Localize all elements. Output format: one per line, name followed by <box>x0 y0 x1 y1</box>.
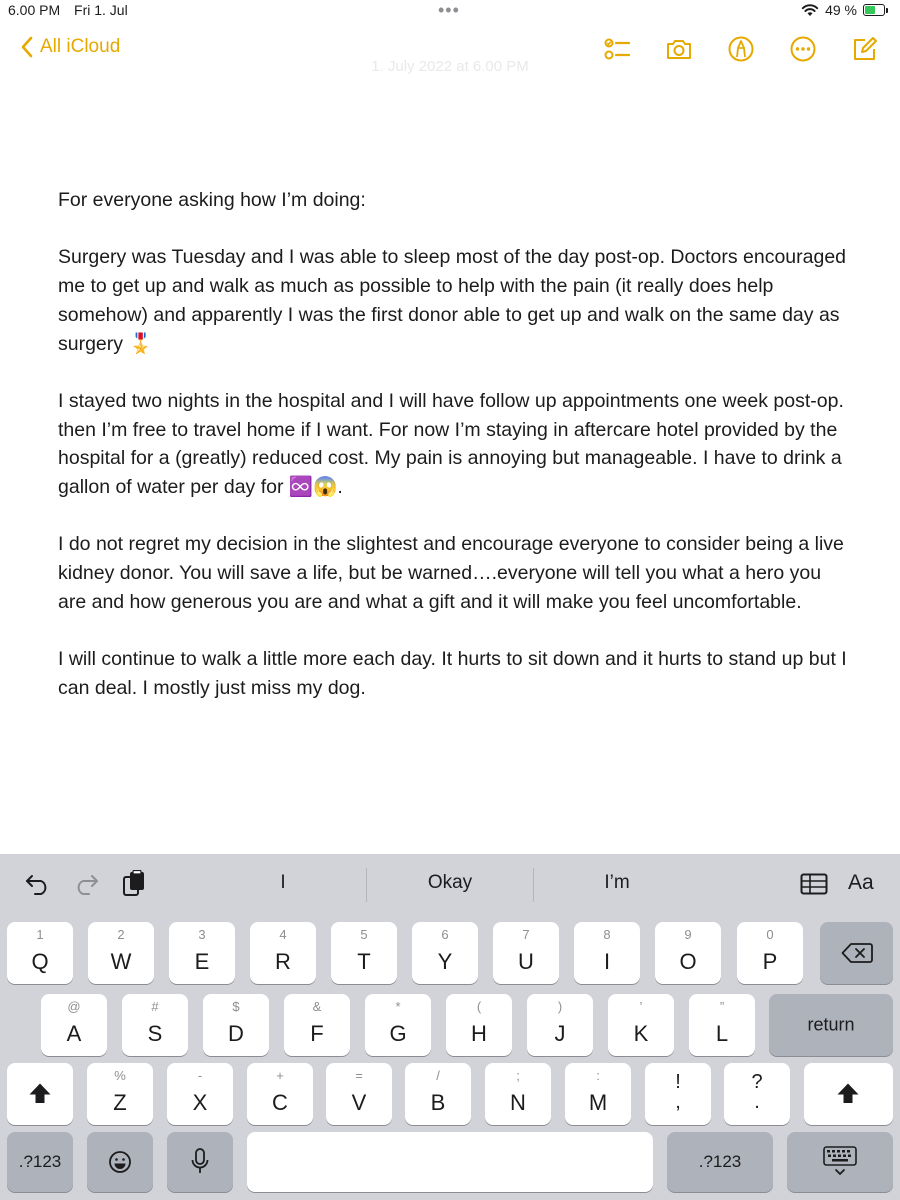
key-v[interactable] <box>326 1063 392 1125</box>
shortcut-bar <box>0 854 900 916</box>
key-p[interactable] <box>737 922 803 984</box>
key-h[interactable] <box>446 994 512 1056</box>
dismiss-keyboard-key[interactable] <box>787 1132 893 1192</box>
key-alt: ’ <box>639 999 643 1014</box>
key-label: G <box>389 1021 407 1046</box>
key-alt: 9 <box>684 927 692 942</box>
key-d[interactable] <box>203 994 269 1056</box>
battery-icon <box>863 4 885 16</box>
key-label: Z <box>113 1090 127 1115</box>
key-label: R <box>275 949 291 974</box>
key-label: K <box>633 1021 649 1046</box>
key-alt: ” <box>719 999 725 1014</box>
shift-right-key[interactable] <box>804 1063 893 1125</box>
suggestion-3[interactable]: I’m <box>604 872 630 893</box>
key-q[interactable] <box>7 922 73 984</box>
space-bar[interactable] <box>247 1132 653 1192</box>
suggestion-2[interactable]: Okay <box>427 872 473 893</box>
note-paragraph: I do not regret my decision in the slightest and encourage everyone to consider being a live kidney donor. You will save a life, but be warned….everyone will tell you what a hero you are and how generous you are and what a gift and it will make you feel uncomfortable. <box>58 533 844 613</box>
key-label: T <box>357 949 371 974</box>
key-alt: ? <box>751 1071 763 1093</box>
key-label: N <box>510 1090 526 1115</box>
keyboard-dismiss-icon <box>823 1146 857 1178</box>
key-label: F <box>310 1021 324 1046</box>
key-c[interactable] <box>247 1063 313 1125</box>
key-alt: / <box>436 1068 440 1083</box>
key-l[interactable] <box>689 994 755 1056</box>
return-key[interactable] <box>769 994 893 1056</box>
key-label: V <box>351 1090 367 1115</box>
note-paragraph: Surgery was Tuesday and I was able to sleep most of the day post-op. Doctors encouraged me to get up and walk as much as possible to help with the pain (it really does help somehow) and apparently I was the first donor able to get up and walk on the same day as surgery 🎖️ <box>58 246 847 355</box>
note-body[interactable] <box>58 186 848 731</box>
key-alt: # <box>151 999 159 1014</box>
key-label: M <box>588 1090 608 1115</box>
key-k[interactable] <box>608 994 674 1056</box>
key-label: , <box>675 1091 681 1113</box>
suggestion-1[interactable]: I <box>280 872 286 893</box>
key-s[interactable] <box>122 994 188 1056</box>
keyboard <box>0 854 900 1200</box>
key-x[interactable] <box>167 1063 233 1125</box>
key-b[interactable] <box>405 1063 471 1125</box>
status-bar <box>0 0 900 24</box>
back-button[interactable] <box>20 36 120 58</box>
key-label: J <box>554 1021 566 1046</box>
key-alt: 2 <box>117 927 125 942</box>
key-alt: & <box>312 999 322 1014</box>
key-alt: ! <box>675 1071 681 1093</box>
numbers-label: .?123 <box>698 1152 742 1171</box>
shift-left-key[interactable] <box>7 1063 73 1125</box>
delete-key[interactable] <box>820 922 893 984</box>
shift-icon <box>836 1082 860 1106</box>
key-label: L <box>715 1021 729 1046</box>
key-label: A <box>66 1021 82 1046</box>
key-label: H <box>471 1021 487 1046</box>
key-label: P <box>762 949 778 974</box>
key-alt: + <box>276 1068 284 1083</box>
note-paragraph: I will continue to walk a little more each day. It hurts to sit down and it hurts to stand up but I can deal. I mostly just miss my dog. <box>58 648 847 699</box>
microphone-icon <box>190 1148 210 1176</box>
table-button[interactable] <box>800 870 828 898</box>
key-alt: ) <box>557 999 563 1014</box>
emoji-key[interactable] <box>87 1132 153 1192</box>
status-time: 6.00 PM <box>8 2 61 18</box>
table-icon <box>800 873 828 895</box>
multitasking-dots-icon[interactable]: ••• <box>438 0 460 20</box>
key-alt: : <box>596 1068 600 1083</box>
undo-button[interactable] <box>24 870 52 898</box>
battery-fill <box>865 6 875 14</box>
key-alt: $ <box>232 999 240 1014</box>
key-y[interactable] <box>412 922 478 984</box>
key-label: I <box>603 949 611 974</box>
status-right <box>801 2 888 18</box>
undo-icon <box>25 873 51 895</box>
key-u[interactable] <box>493 922 559 984</box>
key-i[interactable] <box>574 922 640 984</box>
key-label: E <box>194 949 210 974</box>
status-date: Fri 1. Jul <box>74 2 128 18</box>
key-f[interactable] <box>284 994 350 1056</box>
key-g[interactable] <box>365 994 431 1056</box>
shift-icon <box>28 1082 52 1106</box>
numbers-label: .?123 <box>18 1152 62 1171</box>
key-exclamation-comma[interactable] <box>645 1063 711 1125</box>
numbers-key-left[interactable] <box>7 1132 73 1192</box>
key-alt: - <box>197 1068 203 1083</box>
key-alt: = <box>355 1068 363 1083</box>
key-alt: * <box>395 999 401 1014</box>
key-m[interactable] <box>565 1063 631 1125</box>
key-label: D <box>228 1021 244 1046</box>
key-alt: 1 <box>36 927 44 942</box>
note-paragraph: I stayed two nights in the hospital and I will have follow up appointments one week post-op. then I’m free to travel home if I want. For now I’m staying in aftercare hotel provided by the hospital for a (greatly) reduced cost. My pain is annoying but manageable. I have to drink a gallon of water per day for ♾️😱. <box>58 389 844 498</box>
key-alt: 4 <box>279 927 287 942</box>
key-label: X <box>192 1090 208 1115</box>
chevron-left-icon <box>20 36 34 58</box>
key-label: B <box>430 1090 446 1115</box>
key-label: C <box>272 1090 288 1115</box>
key-alt: 7 <box>522 927 530 942</box>
back-label: All iCloud <box>40 36 121 57</box>
key-label: . <box>754 1091 760 1113</box>
key-alt: ; <box>516 1068 520 1083</box>
return-label: return <box>807 1014 855 1035</box>
key-alt: 5 <box>360 927 368 942</box>
key-e[interactable] <box>169 922 235 984</box>
key-label: Y <box>437 949 453 974</box>
key-z[interactable] <box>87 1063 153 1125</box>
key-alt: % <box>114 1068 126 1083</box>
battery-percent: 49 % <box>825 2 857 18</box>
key-label: S <box>147 1021 163 1046</box>
key-alt: @ <box>67 999 81 1014</box>
key-alt: 0 <box>766 927 774 942</box>
key-r[interactable] <box>250 922 316 984</box>
key-n[interactable] <box>485 1063 551 1125</box>
key-question-period[interactable] <box>724 1063 790 1125</box>
numbers-key-right[interactable] <box>667 1132 773 1192</box>
status-left <box>8 2 138 18</box>
note-paragraph: For everyone asking how I’m doing: <box>58 189 366 211</box>
key-t[interactable] <box>331 922 397 984</box>
key-label: Q <box>31 949 49 974</box>
key-o[interactable] <box>655 922 721 984</box>
paste-button[interactable] <box>120 870 148 898</box>
paste-icon <box>121 870 147 898</box>
key-alt: 8 <box>603 927 611 942</box>
key-alt: ( <box>476 999 482 1014</box>
key-label: W <box>110 949 132 974</box>
redo-icon <box>73 873 99 895</box>
emoji-icon <box>108 1150 132 1174</box>
key-alt: 6 <box>441 927 449 942</box>
key-label: O <box>679 949 697 974</box>
key-j[interactable] <box>527 994 593 1056</box>
battery-cap <box>886 8 888 13</box>
dictation-key[interactable] <box>167 1132 233 1192</box>
key-a[interactable] <box>41 994 107 1056</box>
note-date: 1. July 2022 at 6.00 PM <box>371 58 529 75</box>
key-w[interactable] <box>88 922 154 984</box>
redo-button[interactable] <box>72 870 100 898</box>
key-label: U <box>518 949 534 974</box>
wifi-icon <box>801 3 819 17</box>
format-button[interactable]: Aa <box>848 871 874 894</box>
key-alt: 3 <box>198 927 206 942</box>
delete-backward-icon <box>841 942 873 964</box>
